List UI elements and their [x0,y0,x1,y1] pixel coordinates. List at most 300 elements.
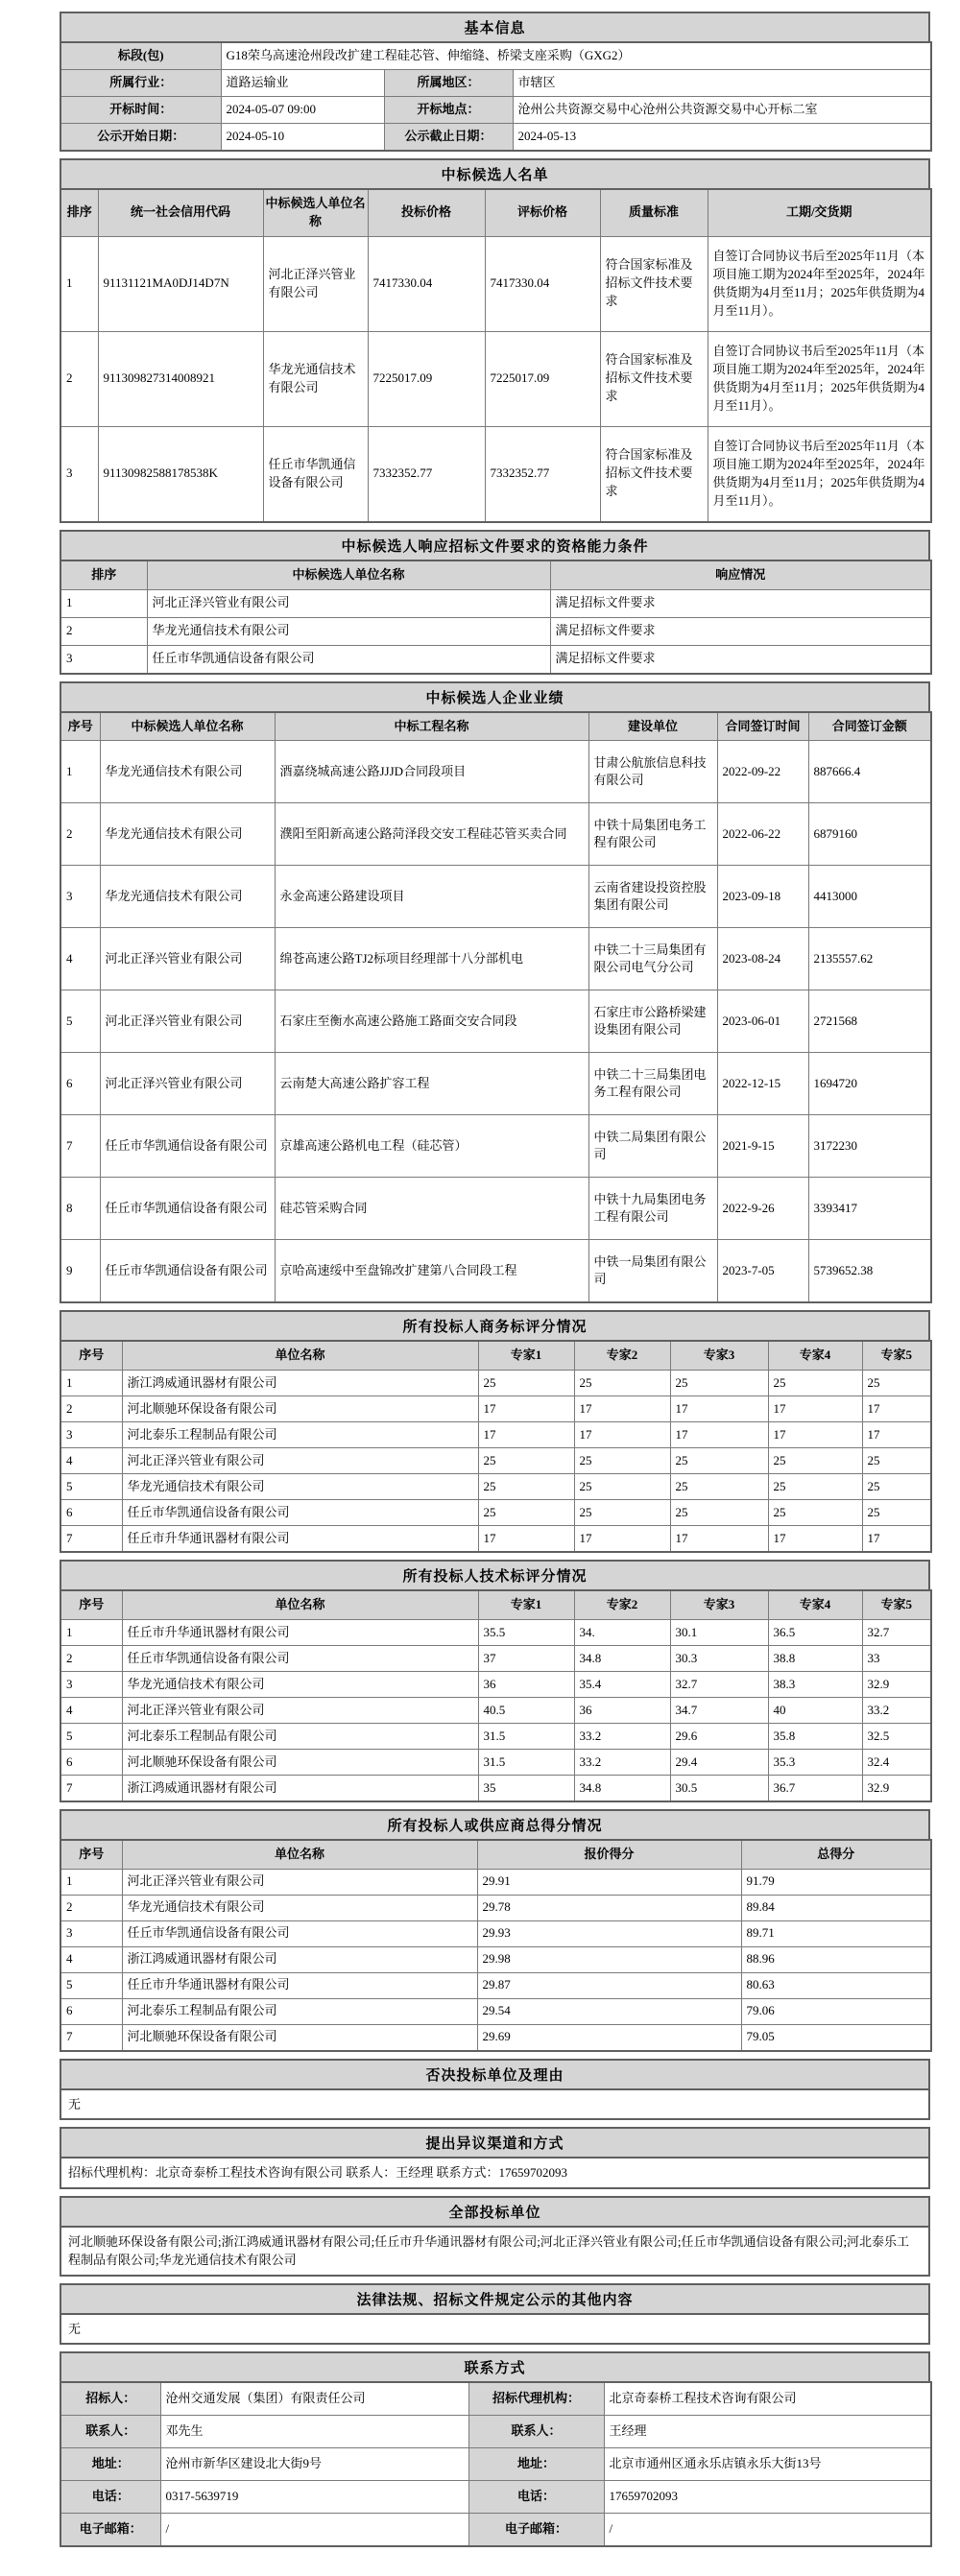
expert4-score-cell: 38.3 [768,1672,862,1698]
expert3-score-cell: 17 [670,1396,768,1422]
company-name-cell: 任丘市华凯通信设备有限公司 [100,1178,275,1240]
expert3-score-cell: 30.5 [670,1776,768,1802]
owner-cell: 中铁二十三局集团有限公司电气分公司 [588,928,717,990]
company-name-cell: 河北泰乐工程制品有限公司 [122,1998,477,2024]
column-header: 专家3 [670,1590,768,1619]
quality-standard-cell: 符合国家标准及招标文件技术要求 [600,331,708,426]
price-score-cell: 29.93 [477,1920,741,1946]
candidates-table [60,188,932,523]
contract-date-cell: 2022-12-15 [717,1053,808,1115]
index-cell: 6 [60,1500,122,1526]
field-label: 所属地区： [384,70,513,97]
index-cell: 7 [60,2024,122,2051]
contract-date-cell: 2023-06-01 [717,990,808,1053]
rank-cell: 2 [60,331,98,426]
company-name-cell: 任丘市升华通讯器材有限公司 [122,1972,477,1998]
expert5-score-cell: 32.9 [862,1776,931,1802]
expert4-score-cell: 17 [768,1396,862,1422]
candidates-title: 中标候选人名单 [60,158,930,190]
expert5-score-cell: 25 [862,1448,931,1474]
objection-content: 招标代理机构：北京奇泰桥工程技术咨询有限公司 联系人：王经理 联系方式：17659702093 [60,2157,930,2189]
price-score-cell: 29.69 [477,2024,741,2051]
total-scores-header-row [60,1840,931,1869]
expert5-score-cell: 25 [862,1500,931,1526]
quality-standard-cell: 符合国家标准及招标文件技术要求 [600,236,708,331]
company-name-cell: 河北正泽兴管业有限公司 [122,1698,478,1724]
basic-info-table [60,41,932,152]
field-value: 王经理 [604,2416,931,2448]
company-name-cell: 华龙光通信技术有限公司 [100,866,275,928]
expert2-score-cell: 25 [574,1371,670,1396]
expert1-score-cell: 17 [478,1526,574,1553]
eval-price-cell: 7332352.77 [485,426,600,522]
expert5-score-cell: 32.4 [862,1750,931,1776]
field-label: 地址： [60,2448,160,2481]
table-row [60,645,931,674]
total-scores-title: 所有投标人或供应商总得分情况 [60,1809,930,1841]
expert4-score-cell: 38.8 [768,1646,862,1672]
contract-date-cell: 2022-09-22 [717,741,808,803]
field-label: 开标地点： [384,97,513,124]
table-row [60,1920,931,1946]
column-header: 中标候选人单位名称 [263,189,368,236]
objection-title: 提出异议渠道和方式 [60,2127,930,2159]
field-label: 电话： [60,2481,160,2514]
column-header: 专家3 [670,1341,768,1370]
index-cell: 5 [60,1972,122,1998]
column-header: 评标价格 [485,189,600,236]
business-scores-table [60,1340,932,1553]
table-row [60,2382,931,2416]
total-score-cell: 79.05 [741,2024,931,2051]
table-row [60,1422,931,1448]
index-cell: 9 [60,1240,100,1303]
table-row [60,426,931,522]
table-row [60,1448,931,1474]
performance-title: 中标候选人企业业绩 [60,681,930,713]
owner-cell: 中铁一局集团有限公司 [588,1240,717,1303]
delivery-period-cell: 自签订合同协议书后至2025年11月（本项目施工期为2024年至2025年，2024年供货期为4月至11月；2025年供货期为4月至11月）。 [708,331,931,426]
bid-price-cell: 7225017.09 [368,331,485,426]
company-name-cell: 河北顺驰环保设备有限公司 [122,1396,478,1422]
contract-date-cell: 2022-06-22 [717,803,808,866]
expert5-score-cell: 17 [862,1526,931,1553]
expert2-score-cell: 17 [574,1526,670,1553]
field-value: / [160,2514,468,2547]
index-cell: 4 [60,1698,122,1724]
contract-amount-cell: 3172230 [808,1115,931,1178]
field-value: / [604,2514,931,2547]
project-name-cell: 京哈高速绥中至盘锦改扩建第八合同段工程 [275,1240,588,1303]
field-value: 北京奇泰桥工程技术咨询有限公司 [604,2382,931,2416]
table-row [60,97,931,124]
delivery-period-cell: 自签订合同协议书后至2025年11月（本项目施工期为2024年至2025年，2024年供货期为4月至11月；2025年供货期为4月至11月）。 [708,236,931,331]
company-name-cell: 任丘市华凯通信设备有限公司 [122,1646,478,1672]
table-row [60,2416,931,2448]
expert4-score-cell: 35.8 [768,1724,862,1750]
contract-date-cell: 2022-9-26 [717,1178,808,1240]
expert1-score-cell: 17 [478,1396,574,1422]
field-label: 电话： [468,2481,604,2514]
owner-cell: 中铁十局集团电务工程有限公司 [588,803,717,866]
credit-code-cell: 911309827314008921 [98,331,263,426]
expert4-score-cell: 25 [768,1474,862,1500]
business-scores-header-row [60,1341,931,1370]
expert2-score-cell: 17 [574,1396,670,1422]
table-row [60,1750,931,1776]
table-row [60,1776,931,1802]
column-header: 报价得分 [477,1840,741,1869]
qualification-body [60,589,931,674]
eval-price-cell: 7417330.04 [485,236,600,331]
company-name-cell: 华龙光通信技术有限公司 [122,1474,478,1500]
response-cell: 满足招标文件要求 [550,645,931,674]
price-score-cell: 29.91 [477,1869,741,1895]
contact-section [60,2351,930,2547]
expert1-score-cell: 25 [478,1474,574,1500]
expert5-score-cell: 25 [862,1371,931,1396]
company-name-cell: 河北正泽兴管业有限公司 [147,589,550,617]
index-cell: 5 [60,1474,122,1500]
index-cell: 1 [60,741,100,803]
contract-amount-cell: 6879160 [808,803,931,866]
contract-amount-cell: 1694720 [808,1053,931,1115]
expert4-score-cell: 35.3 [768,1750,862,1776]
index-cell: 7 [60,1115,100,1178]
expert1-score-cell: 25 [478,1371,574,1396]
contract-amount-cell: 887666.4 [808,741,931,803]
total-scores-section [60,1809,930,2052]
index-cell: 5 [60,1724,122,1750]
expert2-score-cell: 25 [574,1448,670,1474]
project-name-cell: 酒嘉绕城高速公路JJJD合同段项目 [275,741,588,803]
company-name-cell: 河北正泽兴管业有限公司 [122,1448,478,1474]
contact-table [60,2381,932,2547]
price-score-cell: 29.54 [477,1998,741,2024]
table-row [60,2024,931,2051]
performance-body [60,741,931,1303]
expert1-score-cell: 35 [478,1776,574,1802]
index-cell: 2 [60,1396,122,1422]
company-name-cell: 任丘市升华通讯器材有限公司 [122,1526,478,1553]
expert2-score-cell: 33.2 [574,1724,670,1750]
company-name-cell: 华龙光通信技术有限公司 [122,1672,478,1698]
table-row [60,617,931,645]
company-name-cell: 任丘市华凯通信设备有限公司 [122,1920,477,1946]
index-cell: 3 [60,866,100,928]
business-scores-section [60,1310,930,1553]
expert1-score-cell: 31.5 [478,1750,574,1776]
bid-price-cell: 7417330.04 [368,236,485,331]
company-name-cell: 任丘市华凯通信设备有限公司 [100,1240,275,1303]
column-header: 中标候选人单位名称 [100,712,275,741]
field-label: 联系人： [60,2416,160,2448]
expert2-score-cell: 34.8 [574,1646,670,1672]
candidates-header-row [60,189,931,236]
rejection-title: 否决投标单位及理由 [60,2059,930,2090]
table-row [60,1526,931,1553]
company-name-cell: 任丘市华凯通信设备有限公司 [263,426,368,522]
expert4-score-cell: 25 [768,1448,862,1474]
column-header: 质量标准 [600,189,708,236]
column-header: 序号 [60,1840,122,1869]
index-cell: 4 [60,1946,122,1972]
other-content-title: 法律法规、招标文件规定公示的其他内容 [60,2283,930,2315]
owner-cell: 甘肃公航旅信息科技有限公司 [588,741,717,803]
field-label: 地址： [468,2448,604,2481]
table-row [60,331,931,426]
company-name-cell: 华龙光通信技术有限公司 [263,331,368,426]
company-name-cell: 河北正泽兴管业有限公司 [122,1869,477,1895]
expert3-score-cell: 30.1 [670,1620,768,1646]
rank-cell: 1 [60,236,98,331]
technical-scores-table [60,1589,932,1802]
contract-date-cell: 2021-9-15 [717,1115,808,1178]
index-cell: 7 [60,1526,122,1553]
index-cell: 8 [60,1178,100,1240]
column-header: 工期/交货期 [708,189,931,236]
table-row [60,70,931,97]
field-value: 道路运输业 [221,70,384,97]
column-header: 响应情况 [550,561,931,589]
index-cell: 3 [60,1422,122,1448]
index-cell: 5 [60,990,100,1053]
field-label: 所属行业： [60,70,221,97]
technical-scores-section [60,1560,930,1802]
contact-body [60,2382,931,2546]
contract-amount-cell: 2135557.62 [808,928,931,990]
table-row [60,1946,931,1972]
total-score-cell: 88.96 [741,1946,931,1972]
qualification-header-row [60,561,931,589]
expert4-score-cell: 17 [768,1526,862,1553]
rejection-content: 无 [60,2088,930,2121]
table-row [60,1724,931,1750]
basic-info-title: 基本信息 [60,12,930,43]
index-cell: 3 [60,1920,122,1946]
candidates-body [60,236,931,522]
expert4-score-cell: 36.7 [768,1776,862,1802]
project-name-cell: 京雄高速公路机电工程（硅芯管） [275,1115,588,1178]
column-header: 专家2 [574,1341,670,1370]
table-row [60,1053,931,1115]
index-cell: 1 [60,1371,122,1396]
rank-cell: 2 [60,617,147,645]
column-header: 总得分 [741,1840,931,1869]
company-name-cell: 河北泰乐工程制品有限公司 [122,1422,478,1448]
other-content-section [60,2283,930,2346]
candidates-section [60,158,930,523]
expert3-score-cell: 25 [670,1371,768,1396]
expert3-score-cell: 29.6 [670,1724,768,1750]
owner-cell: 石家庄市公路桥梁建设集团有限公司 [588,990,717,1053]
field-label: 电子邮箱： [60,2514,160,2547]
field-value: 沧州交通发展（集团）有限责任公司 [160,2382,468,2416]
column-header: 序号 [60,1341,122,1370]
column-header: 专家1 [478,1590,574,1619]
owner-cell: 中铁十九局集团电务工程有限公司 [588,1178,717,1240]
expert2-score-cell: 34. [574,1620,670,1646]
expert2-score-cell: 34.8 [574,1776,670,1802]
table-row [60,803,931,866]
index-cell: 6 [60,1750,122,1776]
table-row [60,1240,931,1303]
owner-cell: 中铁二局集团有限公司 [588,1115,717,1178]
expert2-score-cell: 25 [574,1474,670,1500]
table-row [60,1620,931,1646]
table-row [60,236,931,331]
company-name-cell: 浙江鸿威通讯器材有限公司 [122,1776,478,1802]
total-scores-table [60,1839,932,2052]
index-cell: 7 [60,1776,122,1802]
table-row [60,1698,931,1724]
contract-amount-cell: 4413000 [808,866,931,928]
field-value: 2024-05-07 09:00 [221,97,384,124]
column-header: 序号 [60,1590,122,1619]
performance-section [60,681,930,1304]
column-header: 建设单位 [588,712,717,741]
all-bidders-content: 河北顺驰环保设备有限公司;浙江鸿威通讯器材有限公司;任丘市升华通讯器材有限公司;河北正泽兴管业有限公司;任丘市华凯通信设备有限公司;河北泰乐工程制品有限公司;华龙光通信技术有限公司 [60,2226,930,2277]
field-label: 联系人： [468,2416,604,2448]
expert5-score-cell: 33.2 [862,1698,931,1724]
index-cell: 6 [60,1998,122,2024]
company-name-cell: 河北泰乐工程制品有限公司 [122,1724,478,1750]
expert3-score-cell: 17 [670,1422,768,1448]
project-name-cell: 濮阳至阳新高速公路菏泽段交安工程硅芯管买卖合同 [275,803,588,866]
qualification-section [60,530,930,675]
contact-title: 联系方式 [60,2351,930,2383]
expert5-score-cell: 32.7 [862,1620,931,1646]
contract-amount-cell: 3393417 [808,1178,931,1240]
expert1-score-cell: 25 [478,1448,574,1474]
credit-code-cell: 91131121MA0DJ14D7N [98,236,263,331]
response-cell: 满足招标文件要求 [550,617,931,645]
field-value: 2024-05-10 [221,124,384,152]
technical-scores-body [60,1620,931,1802]
expert2-score-cell: 35.4 [574,1672,670,1698]
company-name-cell: 河北正泽兴管业有限公司 [100,990,275,1053]
company-name-cell: 河北顺驰环保设备有限公司 [122,2024,477,2051]
column-header: 专家2 [574,1590,670,1619]
all-bidders-section [60,2196,930,2277]
expert1-score-cell: 37 [478,1646,574,1672]
column-header: 专家5 [862,1590,931,1619]
table-row [60,1396,931,1422]
expert5-score-cell: 17 [862,1422,931,1448]
performance-header-row [60,712,931,741]
column-header: 专家1 [478,1341,574,1370]
table-row [60,1895,931,1920]
total-score-cell: 91.79 [741,1869,931,1895]
expert1-score-cell: 40.5 [478,1698,574,1724]
technical-scores-header-row [60,1590,931,1619]
expert1-score-cell: 35.5 [478,1620,574,1646]
objection-section [60,2127,930,2189]
company-name-cell: 任丘市华凯通信设备有限公司 [100,1115,275,1178]
column-header: 排序 [60,561,147,589]
contract-date-cell: 2023-7-05 [717,1240,808,1303]
contract-date-cell: 2023-09-18 [717,866,808,928]
index-cell: 4 [60,928,100,990]
expert5-score-cell: 17 [862,1396,931,1422]
expert3-score-cell: 17 [670,1526,768,1553]
field-label: 招标代理机构： [468,2382,604,2416]
expert3-score-cell: 25 [670,1448,768,1474]
field-value: G18荣乌高速沧州段改扩建工程硅芯管、伸缩缝、桥梁支座采购（GXG2） [221,42,931,70]
project-name-cell: 绵苍高速公路TJ2标项目经理部十八分部机电 [275,928,588,990]
table-row [60,1869,931,1895]
price-score-cell: 29.98 [477,1946,741,1972]
expert4-score-cell: 25 [768,1500,862,1526]
company-name-cell: 华龙光通信技术有限公司 [100,741,275,803]
company-name-cell: 任丘市华凯通信设备有限公司 [122,1500,478,1526]
table-row [60,1998,931,2024]
table-row [60,2448,931,2481]
total-score-cell: 79.06 [741,1998,931,2024]
company-name-cell: 任丘市升华通讯器材有限公司 [122,1620,478,1646]
expert2-score-cell: 36 [574,1698,670,1724]
total-score-cell: 89.71 [741,1920,931,1946]
expert4-score-cell: 25 [768,1371,862,1396]
total-score-cell: 89.84 [741,1895,931,1920]
expert3-score-cell: 29.4 [670,1750,768,1776]
field-value: 北京市通州区通永乐店镇永乐大街13号 [604,2448,931,2481]
field-label: 公示开始日期： [60,124,221,152]
index-cell: 1 [60,1869,122,1895]
table-row [60,1972,931,1998]
table-row [60,990,931,1053]
owner-cell: 云南省建设投资控股集团有限公司 [588,866,717,928]
column-header: 统一社会信用代码 [98,189,263,236]
index-cell: 2 [60,1895,122,1920]
qualification-title: 中标候选人响应招标文件要求的资格能力条件 [60,530,930,561]
table-row [60,1646,931,1672]
table-row [60,866,931,928]
contract-date-cell: 2023-08-24 [717,928,808,990]
company-name-cell: 华龙光通信技术有限公司 [100,803,275,866]
field-value: 0317-5639719 [160,2481,468,2514]
delivery-period-cell: 自签订合同协议书后至2025年11月（本项目施工期为2024年至2025年，2024年供货期为4月至11月；2025年供货期为4月至11月）。 [708,426,931,522]
expert3-score-cell: 34.7 [670,1698,768,1724]
field-value: 市辖区 [513,70,931,97]
column-header: 序号 [60,712,100,741]
company-name-cell: 河北正泽兴管业有限公司 [100,928,275,990]
table-row [60,1474,931,1500]
column-header: 投标价格 [368,189,485,236]
table-row [60,589,931,617]
response-cell: 满足招标文件要求 [550,589,931,617]
technical-scores-title: 所有投标人技术标评分情况 [60,1560,930,1591]
other-content-body: 无 [60,2313,930,2346]
expert1-score-cell: 17 [478,1422,574,1448]
column-header: 专家4 [768,1590,862,1619]
price-score-cell: 29.87 [477,1972,741,1998]
bid-price-cell: 7332352.77 [368,426,485,522]
company-name-cell: 河北顺驰环保设备有限公司 [122,1750,478,1776]
all-bidders-title: 全部投标单位 [60,2196,930,2228]
table-row [60,1672,931,1698]
table-row [60,928,931,990]
index-cell: 4 [60,1448,122,1474]
field-label: 招标人： [60,2382,160,2416]
field-label: 标段(包) [60,42,221,70]
field-value: 17659702093 [604,2481,931,2514]
company-name-cell: 华龙光通信技术有限公司 [147,617,550,645]
expert2-score-cell: 33.2 [574,1750,670,1776]
expert4-score-cell: 40 [768,1698,862,1724]
contract-amount-cell: 5739652.38 [808,1240,931,1303]
index-cell: 3 [60,1672,122,1698]
